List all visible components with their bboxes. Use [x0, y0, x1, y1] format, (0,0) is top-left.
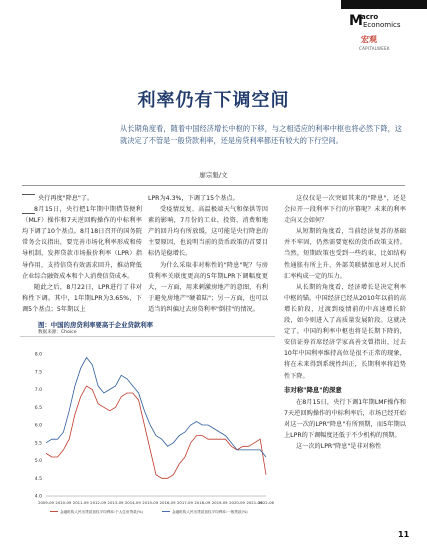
paragraph: 这仅仅是一次突如其来的"降息"，还是会拉开一段利率下行的序幕呢？未来的利率走向又会如何？: [284, 195, 406, 225]
legend-label: 金融机构人民币贷款加权平均利率:一般贷款(%): [172, 510, 248, 514]
paragraph: 在8月15日，央行下调1年期LMF操作和7天逆回购操作的中标利率后，市场已经开始对这一次的LPR"降息"有所预期，而5年期以上LPR的下调幅度还低于不少机构的预期。: [284, 398, 406, 439]
legend-label: 金融机构人民币贷款加权平均利率:个人住房贷款(%): [60, 510, 143, 514]
y-tick-label: 7.0: [34, 388, 42, 393]
y-tick-label: 4.5: [34, 476, 42, 482]
line-chart: [20, 318, 275, 523]
page-number: 11: [398, 530, 410, 539]
section-subhead: 非对称"降息"的深意: [284, 385, 342, 394]
text-column-2: [148, 193, 268, 315]
paragraph: 从短期的角度看，当前经济复苏的基础并不牢固，仍然需要宽松的货币政策支持。当然，短期政策也受到一些约束，比如结构性通胀有所上升、外部美联储加息对人民币汇率构成一定的压力。: [284, 228, 406, 280]
article-lead: 从长期角度看，随着中国经济增长中枢的下移，与之相适应的利率中枢也将必然下降，这就决定了不管是一般贷款利率，还是房贷利率都还有较大的下行空间。: [120, 124, 402, 145]
divider: [22, 185, 405, 186]
paragraph: 8月15日，央行把1年期中期借贷便利（MLF）操作和7天逆回购操作的中标利率均下调了10个基点。8月18日召开的国务院常务会议指出，要完善市场化利率形成和传导机制，发挥贷款市场报价利率（LPR）指导作用，支持信贷有效需求回升，推动降低企业综合融资成本和个人消费信贷成本。: [22, 206, 142, 280]
paragraph: 随此之后，8月22日，LPR进行了非对称性下调。其中，1年期LPR为3.65%，下调5个基点；5年期以上: [22, 283, 142, 313]
x-tick-label: 2020-09: [229, 500, 245, 505]
paragraph: 为什么采取非对称性的"降息"呢？与房贷利率关联度更高的5年期LPR下调幅度更大，一方面，用来刺激房地产的意图，有利于避免房地产"硬着陆"；另一方面，也可以适当的纠偏过去房贷利率"倒挂"的情况。: [148, 261, 268, 313]
paragraph: 从长期的角度看，经济增长是决定利率中枢的锚。中国经济已经从2010年以前的高增长阶段，过渡到疫情前的中高速增长阶段，如今则进入了高质量发展阶段。这就决定了，中国的利率中枢也将是长期下降的，安信证券首席经济学家高善文曾指出，过去10年中国利率维持高位是很不正常的现象，将在未来得到系统性纠正，长期利率将趋势性下降。: [284, 283, 406, 380]
badge-caption: CAPITALWEEK: [359, 46, 390, 51]
x-tick-label: 2018-09: [194, 500, 211, 505]
y-tick-label: 7.5: [34, 370, 42, 376]
x-tick-label: 2019-09: [211, 500, 228, 505]
x-tick-label: 2014-09: [124, 500, 141, 505]
badge-letter: M: [349, 13, 363, 29]
series-line-1: [46, 386, 266, 478]
y-tick-label: 6.0: [34, 423, 42, 429]
x-tick-label: 2012-09: [90, 500, 107, 505]
badge-word2: Economics: [363, 21, 401, 29]
badge-word1: acro: [361, 13, 379, 21]
article-title: 利率仍有下调空间: [137, 90, 290, 111]
paragraph: 央行再度"降息"了。: [38, 195, 94, 202]
x-tick-label: 2017-09: [177, 500, 193, 505]
x-tick-label: 2010-09: [55, 500, 72, 505]
figure: [20, 318, 275, 523]
x-tick-label: 2009-09: [38, 500, 54, 505]
x-tick-label: 2016-09: [159, 500, 176, 505]
badge-bar: [341, 0, 427, 9]
y-tick-label: 6.5: [34, 405, 42, 411]
x-tick-label: 2015-09: [142, 500, 159, 505]
x-tick-label: 2013-09: [107, 500, 124, 505]
x-tick-label: 2011-09: [72, 500, 89, 505]
figure-source: 数据来源：Choice: [38, 330, 77, 335]
x-tick-label: 2021-09: [246, 500, 263, 505]
text-column-1: [22, 193, 142, 315]
paragraph: 受疫情反复、高温极端天气和保供等因素的影响，7月份的工业、投资、消费和地产的回升均有所放缓，这可能是央行降息的主要原因，也说明当前的货币政策的首要目标仍是稳增长。: [148, 206, 268, 258]
section-badge: [341, 0, 427, 66]
y-tick-label: 4.0: [34, 494, 42, 500]
paragraph: 这一次的LPR"降息"是非对称性: [296, 443, 382, 451]
paragraph: LPR为4.3%，下调了15个基点。: [148, 195, 239, 202]
x-tick-label: 2022-06: [258, 500, 274, 505]
article-author: 廖宗魁/文: [199, 171, 228, 179]
badge-cn: 宏观: [361, 35, 377, 44]
y-tick-label: 8.0: [34, 352, 42, 358]
text-column-3: [284, 193, 406, 452]
y-tick-label: 5.0: [34, 459, 42, 464]
y-tick-label: 5.5: [34, 441, 42, 447]
series-line-2: [46, 358, 266, 458]
figure-title: 图：中国的房贷利率要高于企业贷款利率: [38, 321, 154, 329]
